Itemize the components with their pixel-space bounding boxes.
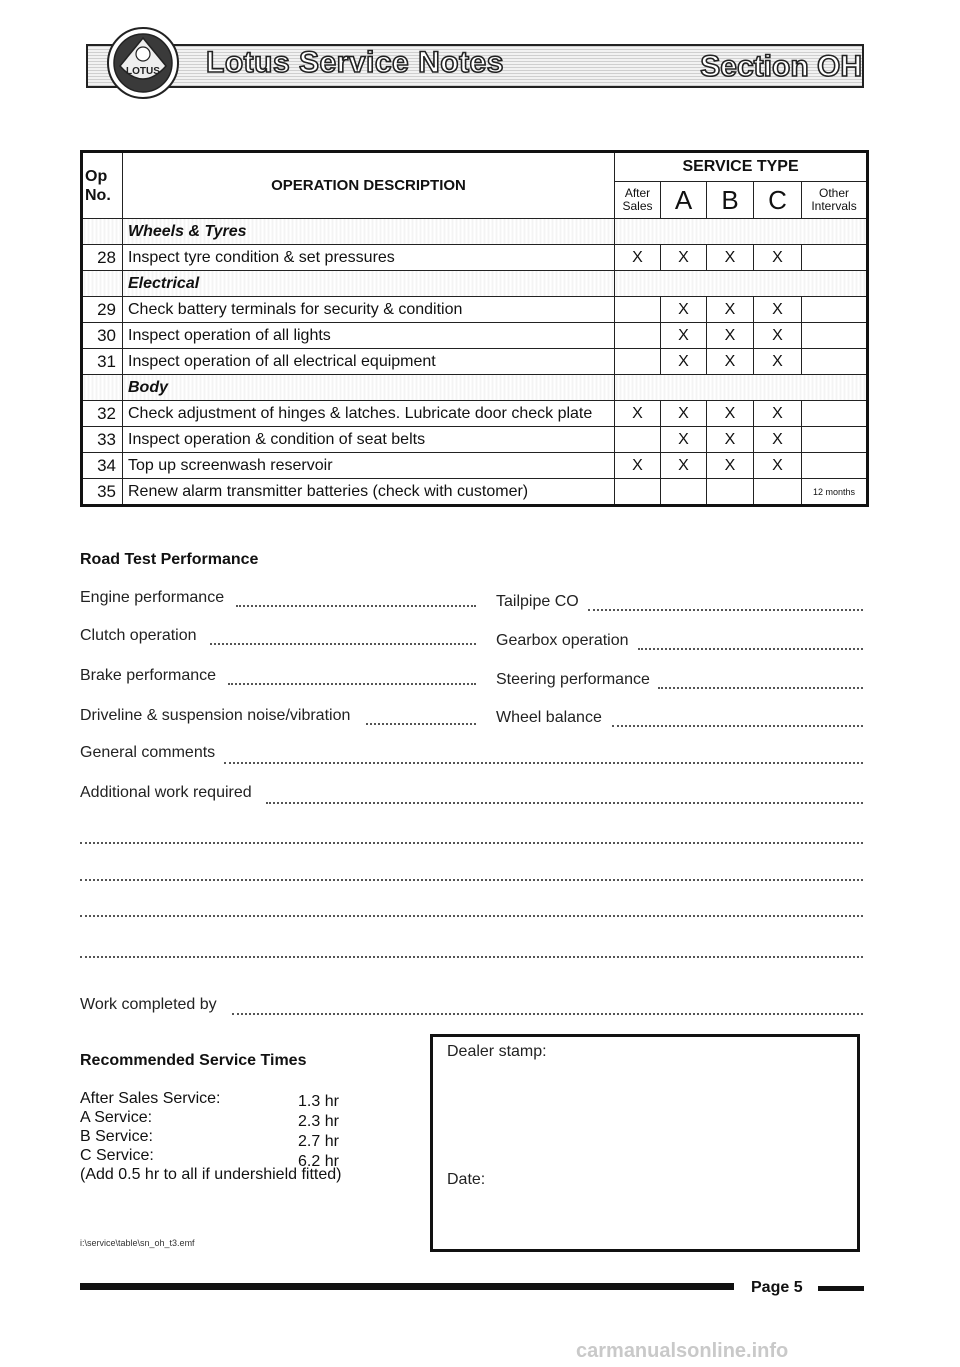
category-service-spacer <box>615 219 868 245</box>
service-a-mark: X <box>661 401 707 427</box>
category-label: Body <box>123 375 615 401</box>
service-c-mark: X <box>754 453 802 479</box>
tailpipe-co-field[interactable] <box>588 609 863 611</box>
after-sales-mark: X <box>615 453 661 479</box>
additional-work-label: Additional work required <box>80 784 252 801</box>
wheel-balance-label: Wheel balance <box>496 709 602 726</box>
service-time-row <box>80 1128 380 1150</box>
file-path: i:\service\table\sn_oh_t3.emf <box>80 1238 195 1248</box>
wheel-balance-field[interactable] <box>612 725 863 727</box>
operation-description-header: OPERATION DESCRIPTION <box>123 152 615 219</box>
steering-performance-field[interactable] <box>658 687 863 689</box>
service-time-row <box>80 1147 380 1170</box>
road-test-title: Road Test Performance <box>80 551 259 568</box>
service-c-mark: X <box>754 245 802 271</box>
header-title: Lotus Service Notes <box>206 46 504 79</box>
other-interval <box>802 453 868 479</box>
operation-description: Top up screenwash reservoir <box>123 453 615 479</box>
operation-description: Check adjustment of hinges & latches. Lubricate door check plate <box>123 401 615 427</box>
category-label: Wheels & Tyres <box>123 219 615 245</box>
driveline-label: Driveline & suspension noise/vibration <box>80 707 351 724</box>
section-label: Section OH <box>700 50 862 83</box>
dealer-stamp-label: Dealer stamp: <box>447 1043 547 1060</box>
general-comments-label: General comments <box>80 744 216 761</box>
service-a-mark <box>661 479 707 506</box>
operations-table <box>80 150 869 507</box>
service-b-mark: X <box>707 427 754 453</box>
op-number: 28 <box>82 245 123 271</box>
category-spacer <box>82 375 123 401</box>
gearbox-operation-label: Gearbox operation <box>496 632 629 649</box>
after-sales-mark <box>615 297 661 323</box>
service-time-value: 6.2 hr <box>298 1153 339 1170</box>
service-b-mark: X <box>707 401 754 427</box>
engine-performance-label: Engine performance <box>80 589 225 606</box>
service-a-mark: X <box>661 349 707 375</box>
op-number: 34 <box>82 453 123 479</box>
category-spacer <box>82 219 123 245</box>
operation-row <box>82 323 868 349</box>
other-interval <box>802 427 868 453</box>
service-a-mark: X <box>661 297 707 323</box>
service-c-mark: X <box>754 427 802 453</box>
operation-row <box>82 427 868 453</box>
service-b-mark: X <box>707 349 754 375</box>
service-b-mark: X <box>707 297 754 323</box>
service-c-mark: X <box>754 349 802 375</box>
service-times-title: Recommended Service Times <box>80 1052 307 1069</box>
service-b-mark: X <box>707 453 754 479</box>
clutch-operation-field[interactable] <box>210 643 476 645</box>
after-sales-mark: X <box>615 401 661 427</box>
dealer-stamp-box[interactable] <box>430 1034 860 1252</box>
watermark: carmanualsonline.info <box>576 1340 789 1362</box>
operation-description: Inspect operation & condition of seat belts <box>123 427 615 453</box>
footer-rule-end <box>818 1286 864 1291</box>
operation-row <box>82 297 868 323</box>
brake-performance-label: Brake performance <box>80 667 217 684</box>
op-number: 30 <box>82 323 123 349</box>
category-row <box>82 271 868 297</box>
after-sales-header: After Sales <box>615 182 661 219</box>
category-row <box>82 375 868 401</box>
service-time-row <box>80 1109 380 1128</box>
service-time-label: B Service: <box>80 1128 153 1145</box>
service-time-value: 2.3 hr <box>298 1113 339 1130</box>
lotus-logo-icon <box>106 26 180 100</box>
other-interval <box>802 245 868 271</box>
logo-text: LOTUS <box>126 66 160 77</box>
service-c-mark: X <box>754 297 802 323</box>
comment-line[interactable] <box>80 842 863 844</box>
other-interval <box>802 401 868 427</box>
gearbox-operation-field[interactable] <box>638 648 863 650</box>
service-a-header: A <box>661 182 707 219</box>
service-c-header: C <box>754 182 802 219</box>
comment-line[interactable] <box>80 956 863 958</box>
after-sales-mark <box>615 323 661 349</box>
op-number: 35 <box>82 479 123 506</box>
service-time-label: C Service: <box>80 1147 154 1164</box>
steering-performance-label: Steering performance <box>496 671 650 688</box>
op-number: 29 <box>82 297 123 323</box>
engine-performance-field[interactable] <box>236 605 476 607</box>
general-comments-field[interactable] <box>224 762 863 764</box>
operation-description: Renew alarm transmitter batteries (check with customer) <box>123 479 615 506</box>
operation-row <box>82 245 868 271</box>
service-c-mark: X <box>754 323 802 349</box>
other-interval: 12 months <box>802 479 868 506</box>
other-interval <box>802 297 868 323</box>
after-sales-mark <box>615 427 661 453</box>
brake-performance-field[interactable] <box>228 683 476 685</box>
other-interval <box>802 323 868 349</box>
operation-description: Inspect operation of all electrical equipment <box>123 349 615 375</box>
work-completed-label: Work completed by <box>80 996 217 1013</box>
service-b-header: B <box>707 182 754 219</box>
operation-description: Inspect operation of all lights <box>123 323 615 349</box>
footer-rule <box>80 1283 734 1290</box>
operation-row <box>82 401 868 427</box>
after-sales-mark: X <box>615 245 661 271</box>
comment-line[interactable] <box>80 915 863 917</box>
after-sales-mark <box>615 479 661 506</box>
clutch-operation-label: Clutch operation <box>80 627 197 644</box>
service-a-mark: X <box>661 453 707 479</box>
service-a-mark: X <box>661 427 707 453</box>
page-number: Page 5 <box>751 1279 803 1296</box>
service-b-mark: X <box>707 323 754 349</box>
op-number: 31 <box>82 349 123 375</box>
operation-row <box>82 349 868 375</box>
category-service-spacer <box>615 375 868 401</box>
service-time-label: A Service: <box>80 1109 153 1126</box>
service-b-mark <box>707 479 754 506</box>
service-time-row <box>80 1090 380 1109</box>
additional-work-field[interactable] <box>266 802 863 804</box>
comment-line[interactable] <box>80 879 863 881</box>
operation-row <box>82 479 868 506</box>
service-time-value: 2.7 hr <box>298 1133 339 1150</box>
service-c-mark: X <box>754 401 802 427</box>
category-row <box>82 219 868 245</box>
service-a-mark: X <box>661 245 707 271</box>
driveline-field[interactable] <box>366 723 476 725</box>
work-completed-field[interactable] <box>232 1013 863 1015</box>
operation-description: Inspect tyre condition & set pressures <box>123 245 615 271</box>
service-time-label: After Sales Service: <box>80 1090 221 1107</box>
operation-row <box>82 453 868 479</box>
service-a-mark: X <box>661 323 707 349</box>
category-label: Electrical <box>123 271 615 297</box>
date-label: Date: <box>447 1171 486 1188</box>
service-time-value: 1.3 hr <box>298 1093 339 1110</box>
tailpipe-co-label: Tailpipe CO <box>496 593 579 610</box>
after-sales-mark <box>615 349 661 375</box>
category-service-spacer <box>615 271 868 297</box>
category-spacer <box>82 271 123 297</box>
other-intervals-header: Other Intervals <box>802 182 868 219</box>
operation-description: Check battery terminals for security & condition <box>123 297 615 323</box>
service-type-header: SERVICE TYPE <box>615 152 868 182</box>
service-c-mark <box>754 479 802 506</box>
service-times-list <box>80 1090 380 1185</box>
op-number: 33 <box>82 427 123 453</box>
other-interval <box>802 349 868 375</box>
op-no-header: Op No. <box>82 152 123 219</box>
service-b-mark: X <box>707 245 754 271</box>
undershield-note: (Add 0.5 hr to all if undershield fitted) <box>80 1166 342 1183</box>
op-number: 32 <box>82 401 123 427</box>
